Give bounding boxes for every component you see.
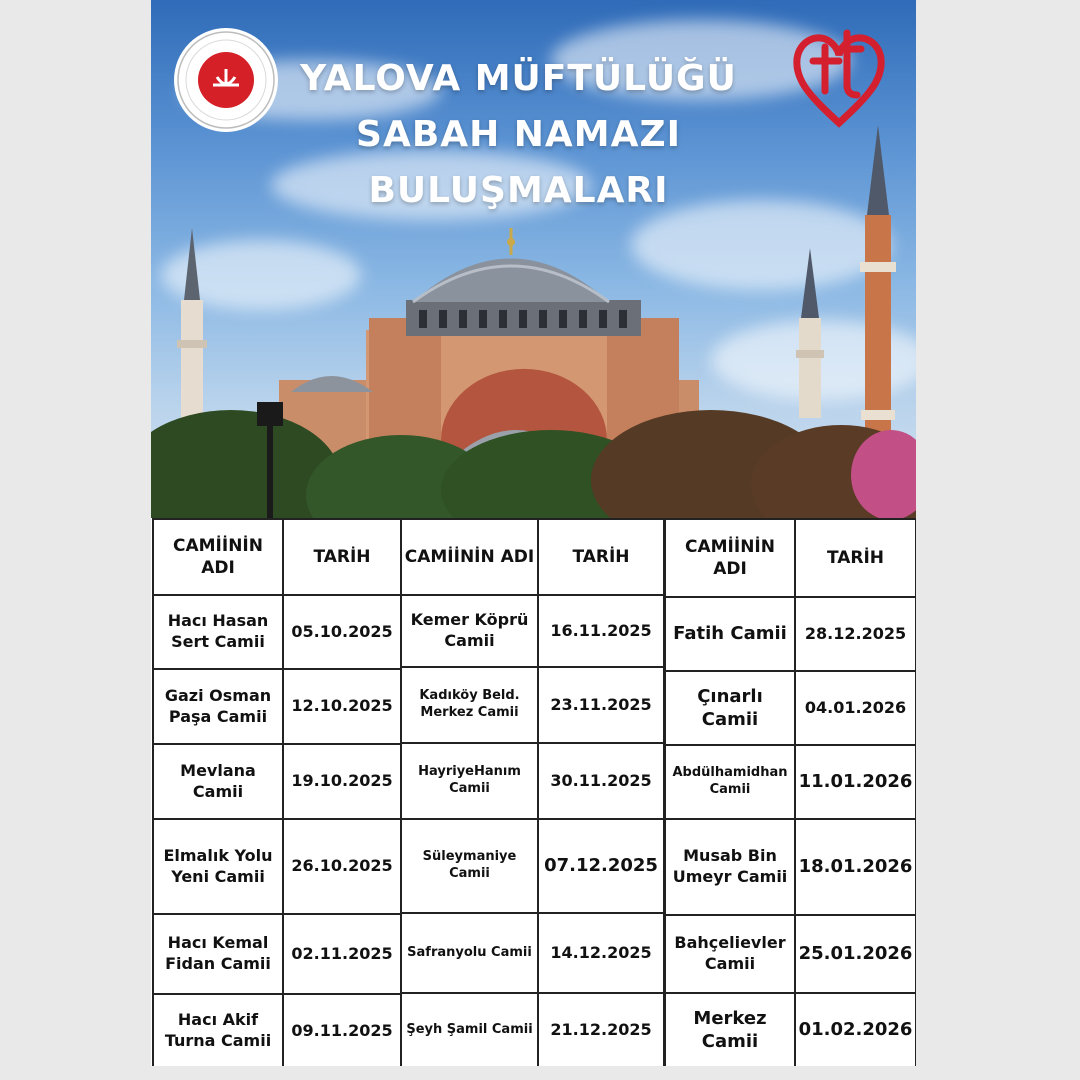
meeting-date: 05.10.2025 [283,595,401,669]
title-line-1: YALOVA MÜFTÜLÜĞÜ [300,58,737,99]
table-row [665,993,916,1066]
meeting-date: 02.11.2025 [283,914,401,994]
table-row [153,994,401,1066]
column-header-name: CAMİİNİN ADI [153,519,283,595]
column-header-date: TARİH [538,519,664,595]
meeting-date: 30.11.2025 [538,743,664,819]
mosque-name: Elmalık Yolu Yeni Camii [153,819,283,914]
table-row [665,819,916,915]
mosque-name: Süleymaniye Camii [401,819,538,913]
table-row [153,914,401,994]
table-row [401,819,664,913]
column-header-name: CAMİİNİN ADI [665,519,795,597]
meeting-date: 19.10.2025 [283,744,401,819]
meeting-date: 12.10.2025 [283,669,401,744]
mosque-name: Şeyh Şamil Camii [401,993,538,1066]
schedule-table-3 [664,518,916,1066]
table-row [401,913,664,993]
table-row [401,595,664,667]
table-header-row [153,519,401,595]
meeting-date: 16.11.2025 [538,595,664,667]
meeting-date: 18.01.2026 [795,819,916,915]
mosque-name: Mevlana Camii [153,744,283,819]
mosque-name: Musab Bin Umeyr Camii [665,819,795,915]
table-row [153,595,401,669]
column-header-date: TARİH [283,519,401,595]
mosque-name: Hacı Kemal Fidan Camii [153,914,283,994]
meeting-date: 26.10.2025 [283,819,401,914]
hero-image [151,0,916,518]
meeting-date: 04.01.2026 [795,671,916,745]
mosque-name: Kadıköy Beld. Merkez Camii [401,667,538,743]
mosque-name: Merkez Camii [665,993,795,1066]
meeting-date: 14.12.2025 [538,913,664,993]
schedule-table-2 [400,518,665,1066]
schedule-table-1 [152,518,402,1066]
meeting-date: 09.11.2025 [283,994,401,1066]
title-line-2: SABAH NAMAZI [356,114,681,155]
table-header-row [665,519,916,597]
mosque-name: Safranyolu Camii [401,913,538,993]
table-row [665,671,916,745]
column-header-date: TARİH [795,519,916,597]
poster [151,0,916,1066]
table-row [401,667,664,743]
mosque-name: Kemer Köprü Camii [401,595,538,667]
table-row [665,915,916,993]
meeting-date: 23.11.2025 [538,667,664,743]
mosque-name: Bahçelievler Camii [665,915,795,993]
mosque-name: Fatih Camii [665,597,795,671]
mosque-name: Abdülhamidhan Camii [665,745,795,819]
table-row [401,993,664,1066]
table-row [401,743,664,819]
table-header-row [401,519,664,595]
table-row [665,597,916,671]
table-row [665,745,916,819]
title-line-3: BULUŞMALARI [368,170,669,211]
meeting-date: 21.12.2025 [538,993,664,1066]
meeting-date: 25.01.2026 [795,915,916,993]
table-row [153,744,401,819]
meeting-date: 28.12.2025 [795,597,916,671]
meeting-date: 01.02.2026 [795,993,916,1066]
mosque-name: Hacı Hasan Sert Camii [153,595,283,669]
column-header-name: CAMİİNİN ADI [401,519,538,595]
table-row [153,819,401,914]
mosque-name: Çınarlı Camii [665,671,795,745]
mosque-name: HayriyeHanım Camii [401,743,538,819]
mosque-name: Hacı Akif Turna Camii [153,994,283,1066]
table-row [153,669,401,744]
meeting-date: 11.01.2026 [795,745,916,819]
meeting-date: 07.12.2025 [538,819,664,913]
mosque-name: Gazi Osman Paşa Camii [153,669,283,744]
